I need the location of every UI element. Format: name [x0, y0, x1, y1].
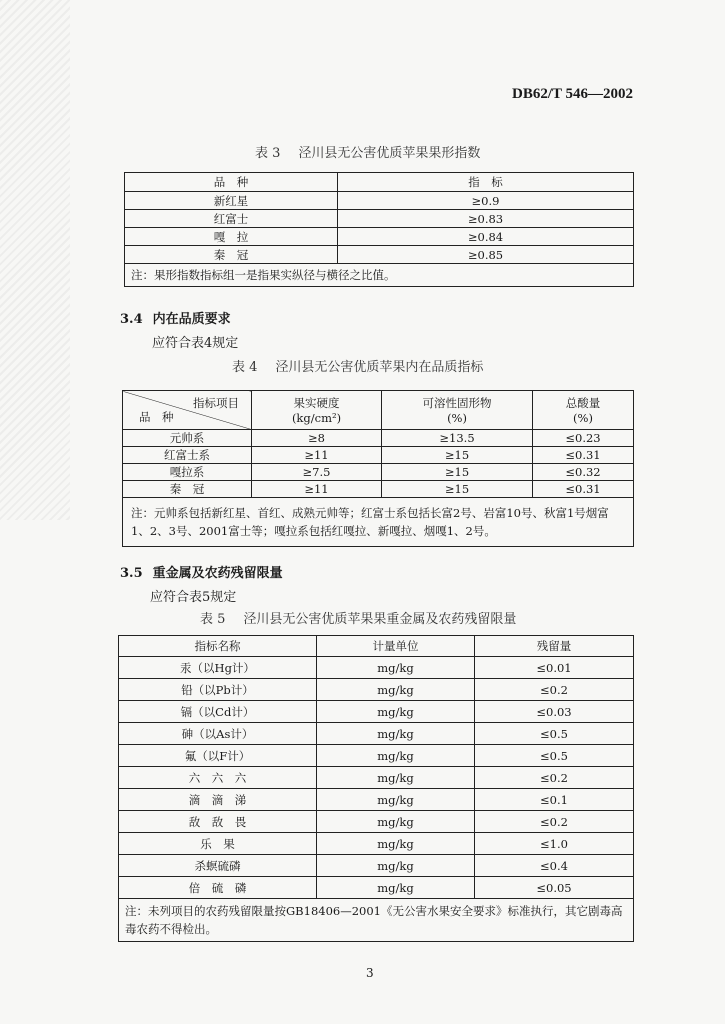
table-header-row — [119, 636, 634, 657]
section-3-5-heading — [120, 562, 283, 581]
cell-limit: ≤0.5 — [475, 745, 634, 767]
cell-value: ≥0.85 — [338, 246, 634, 264]
table4-note: 注：元帅系包括新红星、首红、成熟元帅等；红富士系包括长富2号、岩富10号、秋富1号烟富1、2、3号、2001富士等；嘎拉系包括红嘎拉、新嘎拉、烟嘎1、2号。 — [123, 498, 634, 547]
table5-caption — [200, 608, 516, 627]
cell-item: 六 六 六 — [119, 767, 317, 789]
section-3-4-heading — [120, 308, 231, 327]
table-row — [119, 811, 634, 833]
table-row — [119, 745, 634, 767]
cell-variety: 秦 冠 — [125, 246, 338, 264]
table-row — [119, 767, 634, 789]
cell-limit: ≤0.1 — [475, 789, 634, 811]
cell-acid: ≤0.31 — [533, 481, 634, 498]
cell-item: 汞（以Hg计） — [119, 657, 317, 679]
table4-caption — [232, 356, 483, 375]
table3-fruit-shape-index — [124, 172, 634, 287]
section-number: 3.4 — [120, 312, 143, 327]
table-note-row — [119, 899, 634, 942]
header-acid-label: 总酸量 — [565, 396, 601, 410]
cell-unit: mg/kg — [317, 877, 475, 899]
scan-edge-noise — [0, 0, 70, 520]
cell-item: 乐 果 — [119, 833, 317, 855]
cell-item: 滴 滴 涕 — [119, 789, 317, 811]
cell-item: 氟（以F计） — [119, 745, 317, 767]
header-firmness — [252, 391, 382, 430]
cell-solids: ≥15 — [382, 464, 533, 481]
cell-unit: mg/kg — [317, 657, 475, 679]
table-row — [119, 701, 634, 723]
table-row — [125, 210, 634, 228]
cell-variety: 红富士 — [125, 210, 338, 228]
table4-caption-number: 表 4 — [232, 360, 258, 375]
diag-bottom-label: 品 种 — [139, 410, 174, 424]
cell-variety: 新红星 — [125, 192, 338, 210]
cell-unit: mg/kg — [317, 679, 475, 701]
header-variety: 品 种 — [125, 173, 338, 192]
header-solids-unit: (%) — [447, 411, 467, 425]
header-limit: 残留量 — [475, 636, 634, 657]
diag-top-label: 指标项目 — [193, 396, 239, 410]
cell-unit: mg/kg — [317, 811, 475, 833]
section-title: 内在品质要求 — [152, 312, 231, 327]
cell-item: 镉（以Cd计） — [119, 701, 317, 723]
cell-limit: ≤0.2 — [475, 811, 634, 833]
cell-unit: mg/kg — [317, 789, 475, 811]
table-row — [123, 481, 634, 498]
cell-limit: ≤0.05 — [475, 877, 634, 899]
section-3-5-text: 应符合表5规定 — [150, 590, 237, 605]
cell-item: 铅（以Pb计） — [119, 679, 317, 701]
header-total-acid — [533, 391, 634, 430]
cell-variety: 嘎拉系 — [123, 464, 252, 481]
cell-firmness: ≥11 — [252, 447, 382, 464]
table5-caption-number: 表 5 — [200, 612, 226, 627]
cell-unit: mg/kg — [317, 833, 475, 855]
table-row — [119, 833, 634, 855]
cell-solids: ≥15 — [382, 481, 533, 498]
cell-item: 倍 硫 磷 — [119, 877, 317, 899]
cell-variety: 嘎 拉 — [125, 228, 338, 246]
table3-note: 注：果形指数指标组一是指果实纵径与横径之比值。 — [125, 264, 634, 287]
cell-unit: mg/kg — [317, 701, 475, 723]
cell-acid: ≤0.23 — [533, 430, 634, 447]
table4-internal-quality — [122, 390, 634, 547]
table-note-row — [125, 264, 634, 287]
cell-firmness: ≥8 — [252, 430, 382, 447]
table-header-row — [123, 391, 634, 430]
cell-limit: ≤1.0 — [475, 833, 634, 855]
page-number: 3 — [366, 966, 374, 980]
section-title: 重金属及农药残留限量 — [152, 566, 283, 581]
table-row — [125, 192, 634, 210]
table5-note: 注：未列项目的农药残留限量按GB18406—2001《无公害水果安全要求》标准执行，其它剧毒高毒农药不得检出。 — [119, 899, 634, 942]
cell-unit: mg/kg — [317, 745, 475, 767]
cell-item: 敌 敌 畏 — [119, 811, 317, 833]
cell-limit: ≤0.2 — [475, 679, 634, 701]
section-number: 3.5 — [120, 566, 143, 581]
table3-caption-number: 表 3 — [255, 146, 281, 161]
cell-limit: ≤0.01 — [475, 657, 634, 679]
cell-value: ≥0.84 — [338, 228, 634, 246]
cell-variety: 红富士系 — [123, 447, 252, 464]
header-soluble-solids — [382, 391, 533, 430]
table3-caption — [255, 142, 480, 161]
cell-acid: ≤0.31 — [533, 447, 634, 464]
table-row — [123, 430, 634, 447]
cell-unit: mg/kg — [317, 723, 475, 745]
table-row — [125, 246, 634, 264]
table-row — [123, 464, 634, 481]
header-firmness-unit: (kg/cm²) — [291, 411, 342, 425]
cell-value: ≥0.9 — [338, 192, 634, 210]
cell-limit: ≤0.2 — [475, 767, 634, 789]
cell-unit: mg/kg — [317, 767, 475, 789]
cell-solids: ≥13.5 — [382, 430, 533, 447]
table5-residue-limits — [118, 635, 634, 942]
table-row — [123, 447, 634, 464]
table-row — [119, 877, 634, 899]
section-3-4-text: 应符合表4规定 — [152, 336, 239, 351]
cell-limit: ≤0.5 — [475, 723, 634, 745]
cell-acid: ≤0.32 — [533, 464, 634, 481]
cell-item: 杀螟硫磷 — [119, 855, 317, 877]
table-row — [119, 723, 634, 745]
header-solids-label: 可溶性固形物 — [422, 396, 492, 410]
cell-unit: mg/kg — [317, 855, 475, 877]
header-item: 指标名称 — [119, 636, 317, 657]
table3-caption-title: 泾川县无公害优质苹果果形指数 — [298, 146, 481, 161]
table-row — [125, 228, 634, 246]
table5-caption-title: 泾川县无公害优质苹果果重金属及农药残留限量 — [243, 612, 517, 627]
cell-solids: ≥15 — [382, 447, 533, 464]
header-diagonal-cell — [123, 391, 252, 430]
document-code: DB62/T 546—2002 — [512, 86, 633, 102]
cell-value: ≥0.83 — [338, 210, 634, 228]
header-index: 指 标 — [338, 173, 634, 192]
header-acid-unit: (%) — [573, 411, 593, 425]
table-row — [119, 789, 634, 811]
table4-caption-title: 泾川县无公害优质苹果内在品质指标 — [275, 360, 484, 375]
table-header-row — [125, 173, 634, 192]
table-note-row — [123, 498, 634, 547]
table-row — [119, 855, 634, 877]
cell-firmness: ≥7.5 — [252, 464, 382, 481]
cell-variety: 元帅系 — [123, 430, 252, 447]
table-row — [119, 657, 634, 679]
header-firmness-label: 果实硬度 — [293, 396, 340, 410]
cell-limit: ≤0.03 — [475, 701, 634, 723]
cell-firmness: ≥11 — [252, 481, 382, 498]
cell-item: 砷（以As计） — [119, 723, 317, 745]
header-unit: 计量单位 — [317, 636, 475, 657]
cell-variety: 秦 冠 — [123, 481, 252, 498]
table-row — [119, 679, 634, 701]
cell-limit: ≤0.4 — [475, 855, 634, 877]
